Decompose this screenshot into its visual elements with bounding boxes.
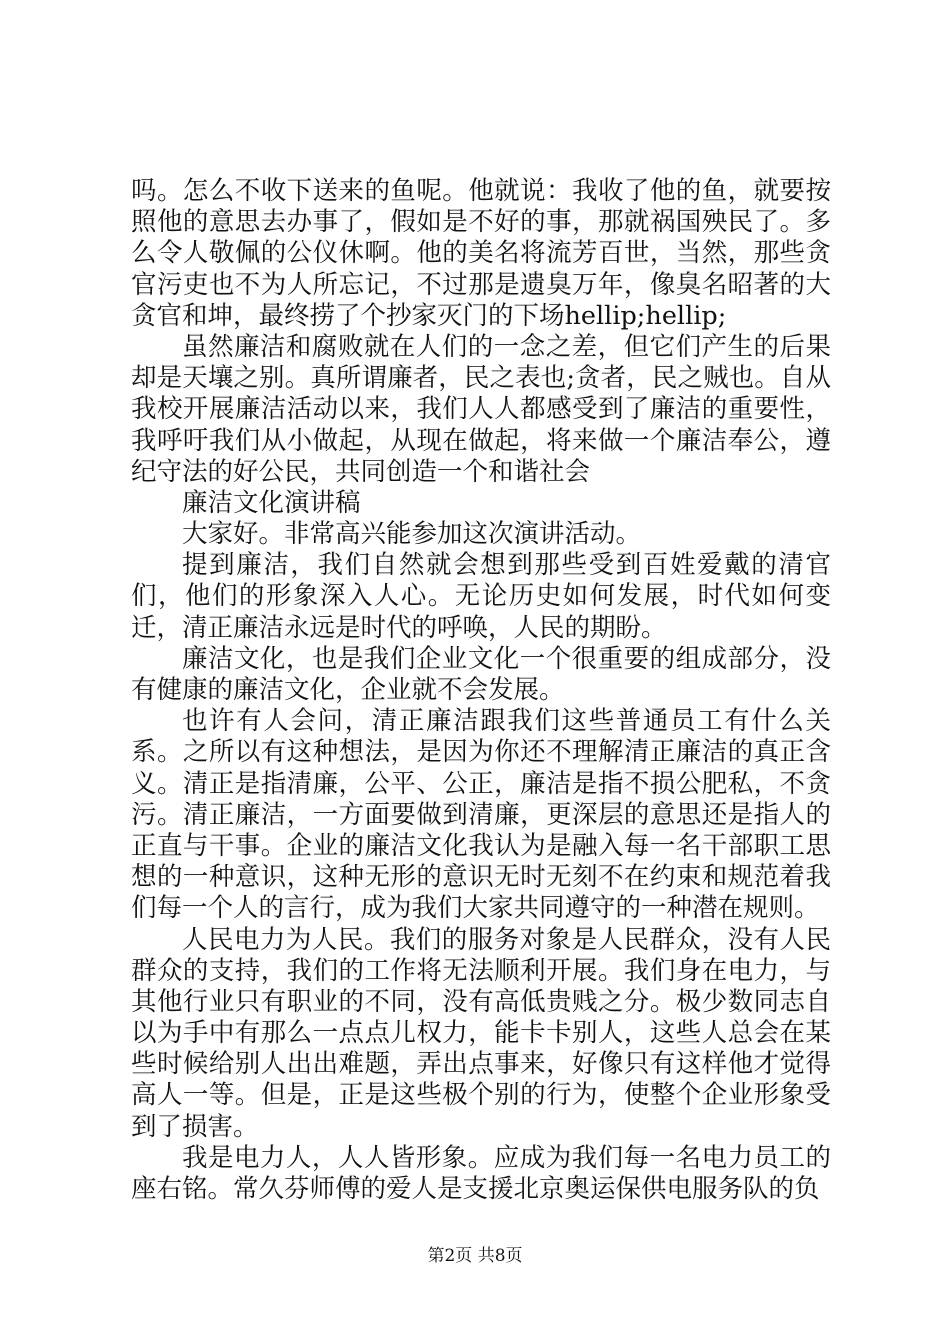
- paragraph-9: 我是电力人，人人皆形象。应成为我们每一名电力员工的座右铭。常久芬师傅的爱人是支援北京奥运保供电服务队的负: [131, 1142, 831, 1204]
- paragraph-7: 也许有人会问，清正廉洁跟我们这些普通员工有什么关系。之所以有这种想法，是因为你还不理解清正廉洁的真正含义。清正是指清廉，公平、公正，廉洁是指不损公肥私，不贪污。清正廉洁，一方面要做到清廉，更深层的意思还是指人的正直与干事。企业的廉洁文化我认为是融入每一名干部职工思想的一种意识，这种无形的意识无时无刻不在约束和规范着我们每一个人的言行，成为我们大家共同遵守的一种潜在规则。: [131, 706, 831, 924]
- speech-title: 廉洁文化演讲稿: [182, 487, 361, 518]
- paragraph-2: 虽然廉洁和腐败就在人们的一念之差，但它们产生的后果却是天壤之别。真所谓廉者，民之表也;贪者，民之贼也。自从我校开展廉洁活动以来，我们人人都感受到了廉洁的重要性，我呼吁我们从小做起，从现在做起，将来做一个廉洁奉公，遵纪守法的好公民，共同创造一个和谐社会: [131, 331, 831, 487]
- page-footer: [0, 1241, 950, 1266]
- paragraph-1: 吗。怎么不收下送来的鱼呢。他就说：我收了他的鱼，就要按照他的意思去办事了，假如是不好的事，那就祸国殃民了。多么令人敬佩的公仪休啊。他的美名将流芳百世，当然，那些贪官污吏也不为人所忘记，不过那是遗臭万年，像臭名昭著的大贪官和坤，最终捞了个抄家灭门的下场hellip;hellip;: [131, 176, 831, 331]
- page-number: 第2页 共8页: [427, 1246, 523, 1266]
- greeting-paragraph: 大家好。非常高兴能参加这次演讲活动。: [182, 519, 642, 550]
- paragraph-8: 人民电力为人民。我们的服务对象是人民群众，没有人民群众的支持，我们的工作将无法顺利开展。我们身在电力，与其他行业只有职业的不同，没有高低贵贱之分。极少数同志自以为手中有那么一点点儿权力，能卡卡别人，这些人总会在某些时候给别人出出难题，弄出点事来，好像只有这样他才觉得高人一等。但是，正是这些极个别的行为，使整个企业形象受到了损害。: [131, 924, 831, 1142]
- paragraph-6: 廉洁文化，也是我们企业文化一个很重要的组成部分，没有健康的廉洁文化，企业就不会发展。: [131, 643, 831, 705]
- paragraph-5: 提到廉洁，我们自然就会想到那些受到百姓爱戴的清官们，他们的形象深入人心。无论历史如何发展，时代如何变迁，清正廉洁永远是时代的呼唤，人民的期盼。: [131, 550, 831, 643]
- document-body: [131, 176, 831, 1205]
